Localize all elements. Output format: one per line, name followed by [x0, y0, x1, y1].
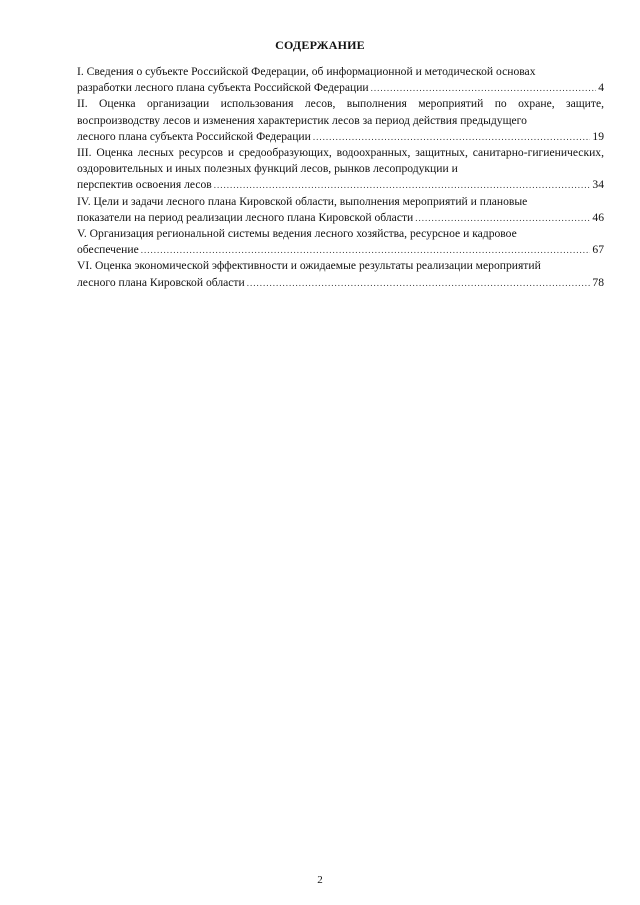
toc-entry-6[interactable]: [77, 258, 604, 290]
toc-page-number: 67: [592, 243, 604, 257]
dot-leader: [214, 177, 591, 193]
toc-entry-tail: лесного плана Кировской области: [77, 275, 245, 289]
toc-entry-5[interactable]: [77, 226, 604, 258]
table-of-contents: [77, 64, 604, 291]
toc-entry-last-line: [77, 210, 604, 226]
toc-entry-1[interactable]: [77, 64, 604, 96]
toc-entry-2[interactable]: [77, 96, 604, 145]
page-title: СОДЕРЖАНИЕ: [275, 38, 365, 52]
dot-leader: [313, 129, 591, 145]
toc-entry-last-line: [77, 177, 604, 193]
page-number: 2: [317, 874, 323, 886]
toc-entry-4[interactable]: [77, 194, 604, 226]
toc-entry-text: V. Организация региональной системы ведения лесного хозяйства, ресурсное и кадровое: [77, 227, 517, 241]
toc-entry-tail: лесного плана субъекта Российской Федерации: [77, 129, 311, 143]
toc-entry-tail: разработки лесного плана субъекта Российской Федерации: [77, 81, 369, 95]
dot-leader: [141, 242, 591, 258]
toc-entry-text: II. Оценка организации использования лесов, выполнения мероприятий по охране, защите, воспроизводству лесов и изменения характеристик лесов за период действия предыдущего: [77, 97, 604, 127]
toc-entry-text: III. Оценка лесных ресурсов и средообразующих, водоохранных, защитных, санитарно-гигиенических, оздоровительных и иных полезных функций лесов, рынков лесопродукции и: [77, 146, 604, 176]
toc-entry-last-line: [77, 275, 604, 291]
toc-page-number: 46: [592, 210, 604, 224]
dot-leader: [415, 210, 590, 226]
toc-entry-last-line: [77, 80, 604, 96]
toc-entry-tail: перспектив освоения лесов: [77, 178, 212, 192]
toc-entry-last-line: [77, 129, 604, 145]
toc-page-number: 34: [592, 178, 604, 192]
toc-entry-tail: показатели на период реализации лесного плана Кировской области: [77, 210, 414, 224]
toc-entry-last-line: [77, 242, 604, 258]
toc-page-number: 78: [592, 275, 604, 289]
toc-entry-text: IV. Цели и задачи лесного плана Кировской области, выполнения мероприятий и плановые: [77, 194, 528, 208]
toc-entry-text: VI. Оценка экономической эффективности и ожидаемые результаты реализации мероприятий: [77, 259, 541, 273]
dot-leader: [371, 80, 597, 96]
toc-entry-tail: обеспечение: [77, 243, 139, 257]
toc-entry-text: I. Сведения о субъекте Российской Федерации, об информационной и методической основах: [77, 65, 536, 78]
dot-leader: [247, 275, 591, 291]
toc-entry-3[interactable]: [77, 145, 604, 194]
toc-page-number: 19: [592, 129, 604, 143]
toc-page-number: 4: [598, 81, 604, 95]
